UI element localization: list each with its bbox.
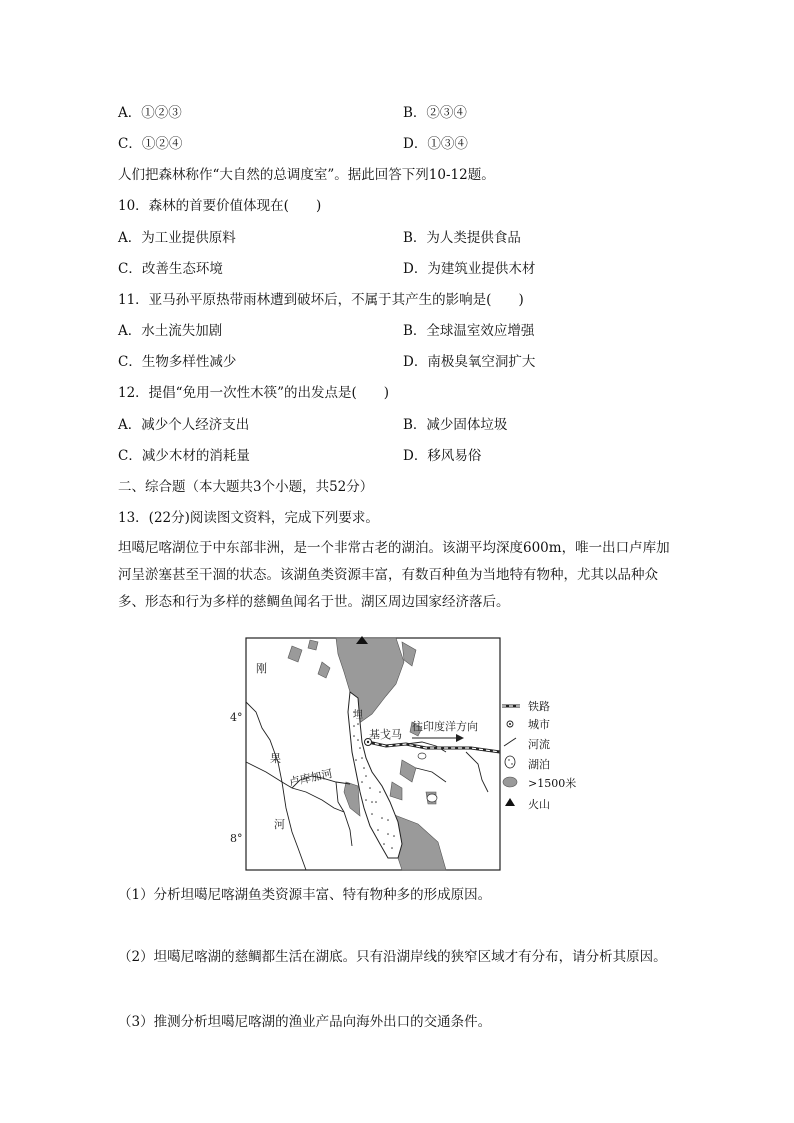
river-label-2: 果 — [270, 752, 281, 765]
legend-railway: 铁路 — [528, 700, 550, 713]
q11-option-a: A．水土流失加剧 — [118, 323, 223, 339]
q12-option-a: A．减少个人经济支出 — [118, 417, 250, 433]
lat-label-bottom: 8° — [230, 832, 243, 845]
q11-option-c: C．生物多样性减少 — [118, 354, 237, 370]
legend-highland: >1500米 — [528, 777, 577, 790]
q13-sub1: （1）分析坦噶尼喀湖鱼类资源丰富、特有物种多的形成原因。 — [118, 887, 492, 903]
intro-text: 人们把森林称作“大自然的总调度室”。据此回答下列10-12题。 — [118, 167, 495, 183]
lat-label-top: 4° — [230, 711, 243, 724]
q11-option-b: B．全球温室效应增强 — [403, 323, 535, 339]
q9-option-d: D．①③④ — [403, 136, 468, 152]
q10-option-d: D．为建筑业提供木材 — [403, 261, 536, 277]
legend-city: 城市 — [528, 718, 550, 731]
legend-river: 河流 — [528, 738, 550, 751]
q12-option-d: D．移风易俗 — [403, 448, 482, 464]
lukuga-label: 卢库加河 — [287, 767, 334, 789]
city-label: 基戈马 — [369, 728, 402, 741]
section-heading: 二、综合题（本大题共3个小题，共52分） — [118, 479, 374, 495]
q11-option-d: D．南极臭氧空洞扩大 — [403, 354, 536, 370]
q10-stem: 10．森林的首要价值体现在( ) — [118, 198, 322, 214]
q13-sub2: （2）坦噶尼喀湖的慈鲷都生活在湖底。只有沿湖岸线的狭窄区域才有分布，请分析其原因。 — [118, 949, 667, 965]
q9-option-b: B．②③④ — [403, 105, 467, 121]
q9-option-c: C．①②④ — [118, 136, 183, 152]
direction-label: 往印度洋方向 — [412, 720, 478, 733]
map-legend — [502, 706, 520, 806]
legend-volcano: 火山 — [528, 798, 550, 811]
q9-option-a: A．①②③ — [118, 105, 182, 121]
q11-stem: 11．亚马孙平原热带雨林遭到破坏后，不属于其产生的影响是( ) — [118, 292, 524, 308]
river-label-1: 刚 — [256, 662, 267, 675]
q10-option-b: B．为人类提供食品 — [403, 230, 521, 246]
q12-stem: 12．提倡“免用一次性木筷”的出发点是( ) — [118, 385, 390, 401]
q13-passage: 坦噶尼喀湖位于中东部非洲，是一个非常古老的湖泊。该湖平均深度600m，唯一出口卢库加河呈淤塞甚至干涸的状态。该湖鱼类资源丰富，有数百种鱼为当地特有物种，尤其以品种众多、形态和行为多样的慈鲷鱼闻名于世。湖区周边国家经济落后。 — [118, 540, 670, 610]
q12-option-b: B．减少固体垃圾 — [403, 417, 508, 433]
q13-stem: 13．(22分)阅读图文资料，完成下列要求。 — [118, 510, 379, 526]
lake-label: 坦 — [353, 710, 363, 721]
q10-option-a: A．为工业提供原料 — [118, 230, 236, 246]
legend-lake: 湖泊 — [528, 758, 550, 771]
q10-option-c: C．改善生态环境 — [118, 261, 223, 277]
q13-sub3: （3）推测分析坦噶尼喀湖的渔业产品向海外出口的交通条件。 — [118, 1014, 492, 1030]
river-label-3: 河 — [274, 818, 285, 831]
tanganyika-map — [226, 632, 526, 876]
q12-option-c: C．减少木材的消耗量 — [118, 448, 250, 464]
